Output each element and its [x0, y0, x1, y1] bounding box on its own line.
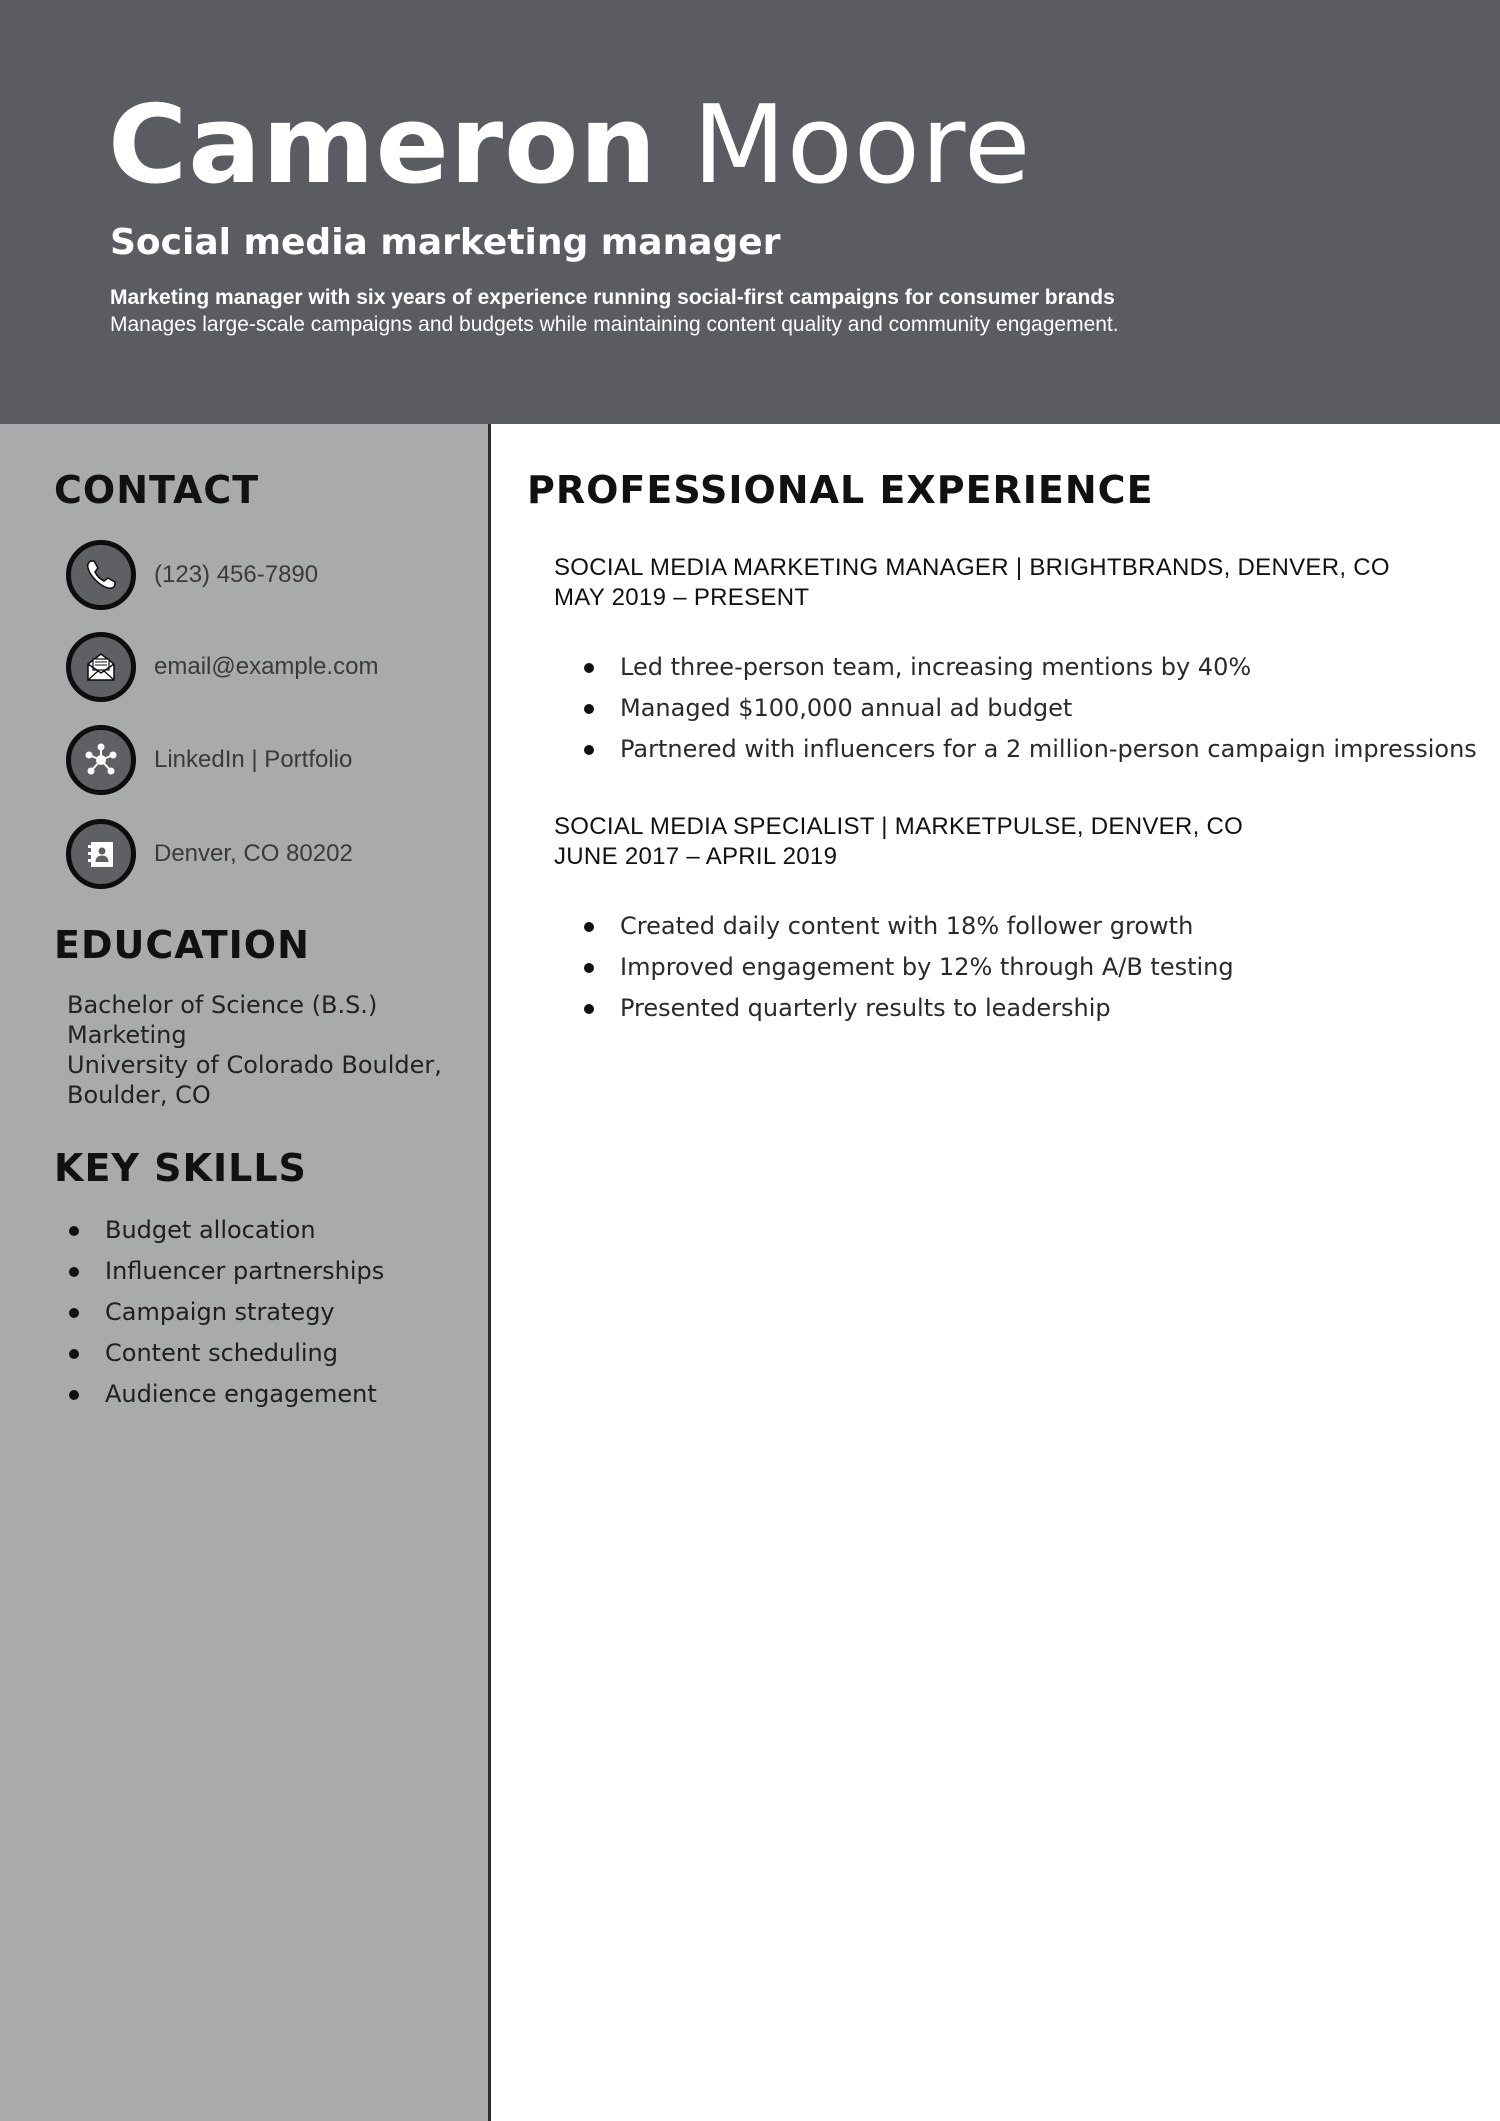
job-role-title: Social media marketing manager — [110, 222, 781, 263]
summary-regular-line: Manages large-scale campaigns and budgets while maintaining content quality and community engagement. — [110, 313, 1119, 336]
achievement-item: Improved engagement by 12% through A/B testing — [554, 947, 1474, 988]
skills-list — [66, 1210, 384, 1415]
linkedin-portfolio-links[interactable]: LinkedIn | Portfolio — [154, 746, 353, 773]
degree: Bachelor of Science (B.S.) — [67, 991, 378, 1019]
postal-address: Denver, CO 80202 — [154, 840, 353, 867]
achievement-item: Managed $100,000 annual ad budget — [554, 688, 1474, 729]
email-icon — [66, 632, 136, 702]
email-address[interactable]: email@example.com — [154, 653, 379, 680]
skill-item: Content scheduling — [66, 1333, 384, 1374]
contact-heading: CONTACT — [54, 468, 260, 512]
candidate-name — [108, 83, 1032, 208]
column-divider — [488, 424, 491, 2121]
last-name: Moore — [692, 83, 1032, 208]
skill-item: Influencer partnerships — [66, 1251, 384, 1292]
school-name: University of Colorado Boulder, — [67, 1051, 442, 1079]
key-skills-heading: KEY SKILLS — [54, 1146, 307, 1190]
job-bullets — [554, 906, 1474, 1029]
summary-bold-line: Marketing manager with six years of experience running social-first campaigns for consumer brands — [110, 286, 1115, 309]
job-entry-1 — [554, 553, 1477, 770]
phone-icon — [66, 540, 136, 610]
job-bullets — [554, 647, 1477, 770]
contact-phone — [66, 539, 318, 611]
first-name: Cameron — [108, 83, 658, 208]
address-book-icon — [66, 819, 136, 889]
skill-item: Audience engagement — [66, 1374, 384, 1415]
contact-links — [66, 724, 352, 796]
job-dates: MAY 2019 – PRESENT — [554, 584, 810, 611]
phone-number[interactable]: (123) 456-7890 — [154, 561, 319, 588]
major: Marketing — [67, 1021, 187, 1049]
skill-item: Campaign strategy — [66, 1292, 384, 1333]
achievement-item: Presented quarterly results to leadership — [554, 988, 1474, 1029]
job-dates: JUNE 2017 – APRIL 2019 — [554, 843, 838, 870]
network-icon — [66, 725, 136, 795]
experience-heading: PROFESSIONAL EXPERIENCE — [527, 468, 1154, 512]
achievement-item: Created daily content with 18% follower growth — [554, 906, 1474, 947]
education-heading: EDUCATION — [54, 923, 310, 967]
resume-header — [0, 0, 1500, 424]
job-title: SOCIAL MEDIA SPECIALIST | MARKETPULSE, DENVER, CO — [554, 813, 1244, 840]
achievement-item: Partnered with influencers for a 2 million-person campaign impressions — [554, 729, 1474, 770]
job-entry-2 — [554, 812, 1474, 1029]
profile-summary — [110, 284, 1410, 338]
achievement-item: Led three-person team, increasing mentions by 40% — [554, 647, 1474, 688]
job-title: SOCIAL MEDIA MARKETING MANAGER | BRIGHTBRANDS, DENVER, CO — [554, 554, 1390, 581]
school-location: Boulder, CO — [67, 1081, 211, 1109]
contact-email — [66, 631, 378, 703]
education-entry — [67, 990, 467, 1110]
skill-item: Budget allocation — [66, 1210, 384, 1251]
contact-address — [66, 818, 353, 890]
